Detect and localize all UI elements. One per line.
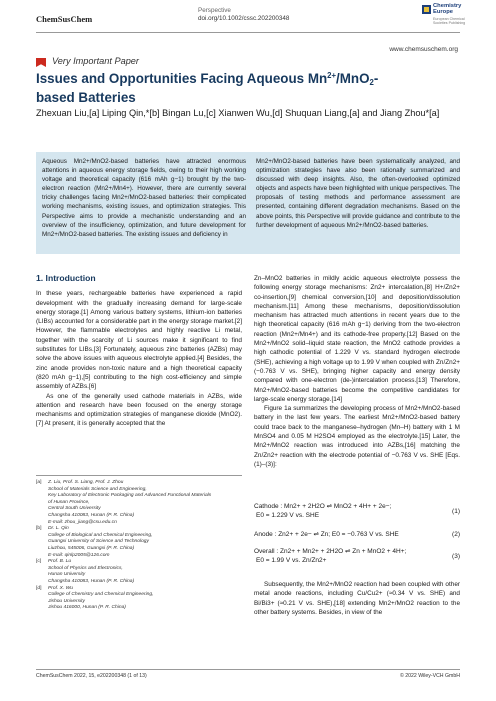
body-paragraph-1: Zn–MnO2 batteries in mildly acidic aqueous electrolyte possess the following energy storage mechanisms: Zn2+ intercalation,[8] H+/Zn2+ co-insertion,[9] chemical conversion,[10] and deposition/dissolution mechanism.[11] Among these mechanisms, deposition/dissolution mechanism has attracted much attentions in recent years due to the high theoretical capacity (616 mAh g−1) deriving from the two-electron reaction (Mn2+/Mn4+) and its cathode-free property.[12] Based on the Mn2+/MnO2 solid–liquid state reaction, the MnO2 cathode provides a high cathodic potential of 1.229 V vs. standard hydrogen electrode (SHE), achieving a high voltage up to 1.99 V when coupled with Zn/Zn2+ (−0.763 V vs. SHE), bringing higher capacity and energy density compared with one-electron (de-)intercalation process.[13] Therefore, Mn2+/MnO2-based batteries become the competitive candidates for large-scale energy storage.[14]	[254, 275, 460, 403]
affiliation-line: Jishou University	[48, 598, 85, 604]
abstract-box	[36, 152, 460, 254]
body-paragraph-2: Figure 1a summarizes the developing process of Mn2+/MnO2-based battery in the last few years. The earliest Mn2+/MnO2-based battery could trace back to the manganese–hydrogen (Mn–H) battery with 1 M MnSO4 and 0.05 M H2SO4 employed as the electrolyte.[15] Later, the Mn2+/MnO2 reaction was introduced into AZBs,[16] matching the Zn/Zn2+ reaction with the electrode potential of −0.763 V vs. SHE [Eqs. (1)–(3)]:	[254, 405, 460, 468]
vip-label: Very Important Paper	[52, 56, 139, 66]
equation-1: Cathode : Mn2+ + 2H2O ⇌ MnO2 + 4H+ + 2e−; E0 = 1.229 V vs. SHE (1)	[254, 503, 460, 520]
section-heading: 1. Introduction	[36, 273, 96, 283]
logo-text-2: Europe	[433, 9, 453, 15]
affiliation-line: Z. Liu, Prof. S. Liang, Prof. J. Zhou	[48, 480, 124, 485]
logo-text-1: Chemistry	[433, 3, 462, 9]
affiliation-label: [c]	[36, 559, 42, 565]
affiliation-entry	[36, 559, 242, 585]
affiliation-line: Hunan University	[48, 572, 86, 578]
affiliation-line: E-mail: zhou_jiang@csu.edu.cn	[48, 519, 117, 525]
affiliation-line: College of Biological and Chemical Engineering,	[48, 532, 153, 538]
website-link[interactable]: www.chemsuschem.org	[389, 46, 458, 53]
affiliation-line: Liuzhou, 545006, Guangxi (P. R. China)	[48, 545, 135, 551]
affiliation-line: Changsha 410083, Hunan (P. R. China)	[48, 512, 135, 518]
affiliation-line: Dr. L. Qin	[48, 526, 69, 532]
article-type	[198, 7, 289, 23]
affiliation-line: E-mail: qinlp2005@126.com	[48, 552, 110, 558]
intro-paragraph-2: As one of the generally used cathode materials in AZBs, wide attention and research have been focused on the energy storage mechanisms and optimization strategies of manganese dioxide (MnO2).[7] At present, it is generally accepted that the	[36, 392, 242, 428]
right-column	[254, 274, 460, 469]
affiliation-label: [d]	[36, 585, 42, 591]
abstract-left: Aqueous Mn2+/MnO2-based batteries have attracted enormous attentions in aqueous energy storage fields, owing to their high working voltage and theoretical capacity (616 mAh g−1) brought by the two-electron reaction (Mn2+/Mn4+). However, there are currently several tricky challenges facing Mn2+/MnO2-based batteries: their complicated working mechanisms, existing issues, and optimization strategies. This Perspective aims to provide a mechanistic understanding and an overview of the insufficiency, optimization, and future development for Mn2+/MnO2-based batteries. The existing issues and deficiency in	[42, 158, 246, 238]
intro-paragraph-1: In these years, rechargeable batteries have experienced a rapid development with the gradually increasing demand for large-scale energy storage.[1] Among various battery systems, lithium-ion batteries (LIBs) accounted for a considerable part in the energy storage market.[2] However, the flammable electrolytes and highly reactive Li metal, together with the scarcity of Li sources make it significant to find substitutes for LIBs.[3] Fortunately, aqueous zinc batteries (AZBs) may solve the above issues with aqueous electrolyte applied.[4] Besides, the zinc anode provides non-toxic nature and a high theoretical capacity (820 mAh g−1),[5] contributing to the high cost-efficiency and simple assembly of AZBs.[6]	[36, 290, 242, 391]
abstract-right: Mn2+/MnO2-based batteries have been systematically analyzed, and optimization strategies have also been rationally summarized and discussed with deep insights. Also, the often-overlooked optimized objects and aspects have been highlighted with unique perspectives. The proposals of testing methods and performance assessment are presented, containing different degradation mechanisms. Based on the above points, this Perspective will provide guidance and contribute to the further development of aqueous Mn2+/MnO2-based batteries.	[256, 158, 460, 229]
left-column	[36, 274, 242, 429]
chemistry-europe-logo	[422, 3, 466, 29]
affiliation-entry	[36, 526, 242, 559]
affiliation-line: Central South University	[48, 506, 101, 512]
equation-3: Overall : Zn2+ + Mn2+ + 2H2O ⇌ Zn + MnO2 + 4H+; E0 = 1.99 V vs. Zn/Zn2+ (3)	[254, 548, 460, 565]
logo-sub-1: European Chemical	[433, 17, 465, 21]
affiliation-line: Prof. X. Wu	[48, 585, 74, 591]
vip-ribbon-icon	[36, 58, 46, 67]
affiliation-text	[48, 559, 134, 585]
affiliation-line: College of Chemistry and Chemical Engineering,	[48, 592, 154, 598]
logo-sub-2: Societies Publishing	[433, 21, 466, 25]
page-footer	[36, 669, 460, 679]
affiliation-text	[48, 586, 153, 612]
footer-copyright: © 2022 Wiley-VCH GmbH	[399, 673, 460, 679]
affiliation-label: [b]	[36, 526, 42, 532]
affiliation-line: School of Materials Science and Engineering,	[48, 486, 147, 492]
affiliation-line: Jishou 416000, Hunan (P. R. China)	[48, 605, 126, 611]
footer-citation: ChemSusChem 2022, 15, e202200348 (1 of 13)	[36, 673, 147, 679]
affiliation-line: Prof. B. Lu	[48, 559, 72, 565]
logo-icon	[422, 5, 431, 14]
affiliation-line: Changsha 410083, Hunan (P. R. China)	[48, 578, 135, 584]
affiliation-line: Key Laboratory of Electronic Packaging and Advanced Functional Materials	[48, 493, 212, 499]
body-paragraph-3: Subsequently, the Mn2+/MnO2 reaction had been coupled with other metal anode reactions, including Cu/Cu2+ (≈0.34 V vs. SHE) and Bi/Bi3+ (≈0.21 V vs. SHE),[18] extending Mn2+/MnO2 reaction to the other battery systems. Besides, in view of the	[254, 581, 460, 616]
journal-name: ChemSusChem	[36, 14, 93, 24]
equation-2: Anode : Zn2+ + 2e− ⇌ Zn; E0 = −0.763 V vs. SHE (2)	[254, 531, 460, 538]
perspective-label: Perspective	[198, 7, 231, 14]
affiliation-text	[48, 526, 152, 559]
affiliation-line: of Hunan Province,	[48, 499, 90, 505]
article-title: Issues and Opportunities Facing Aqueous $Mn^{2+}/MnO_2-$ based Batteries	[36, 71, 379, 105]
doi-link[interactable]: doi.org/10.1002/cssc.202200348	[198, 15, 290, 22]
header-divider	[36, 32, 460, 33]
affiliations	[36, 475, 242, 612]
affiliation-line: Guangxi University of Science and Technology	[48, 539, 149, 545]
affiliation-line: School of Physics and Electronics,	[48, 565, 123, 571]
author-list: Zhexuan Liu,[a] Liping Qin,*[b] Bingan Lu,[c] Xianwen Wu,[d] Shuquan Liang,[a] and Jiang Zhou*[a]	[36, 108, 440, 118]
affiliation-entry	[36, 586, 242, 612]
page-header	[36, 0, 466, 30]
affiliation-text	[48, 480, 211, 526]
affiliation-label: [a]	[36, 480, 42, 485]
affiliation-entry	[36, 480, 242, 526]
